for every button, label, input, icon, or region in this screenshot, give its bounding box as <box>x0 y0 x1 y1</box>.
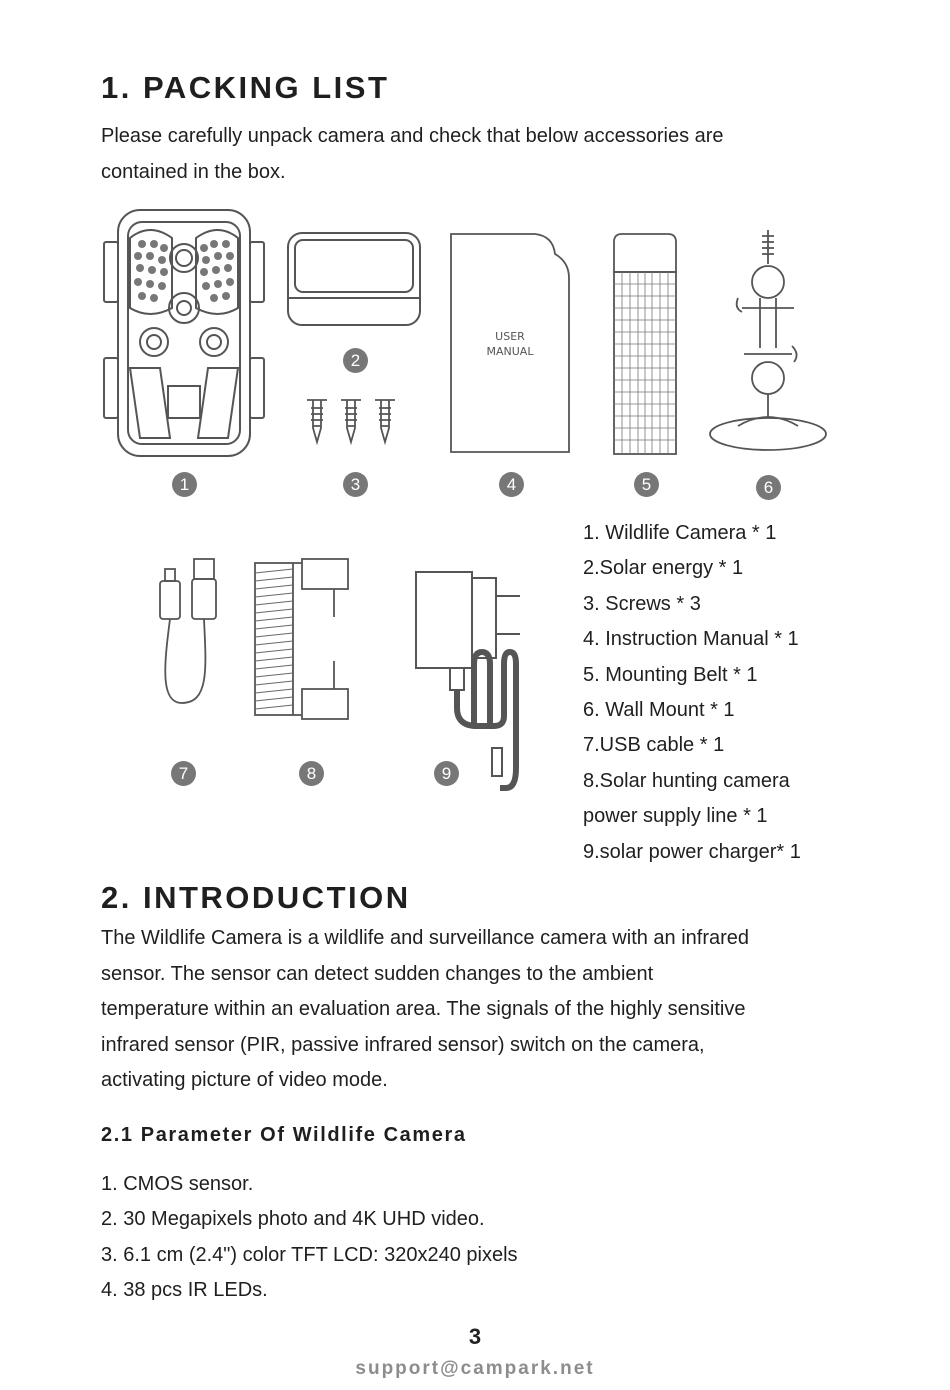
item-badge-9: 9 <box>434 761 459 786</box>
accessory-item: 4. Instruction Manual * 1 <box>583 628 799 651</box>
accessory-item: 5. Mounting Belt * 1 <box>583 663 758 686</box>
intro-line: temperature within an evaluation area. The signals of the highly sensitive <box>101 998 746 1020</box>
intro-line: activating picture of video mode. <box>101 1069 388 1091</box>
accessory-item: 8.Solar hunting camera <box>583 769 790 792</box>
accessory-item: power supply line * 1 <box>583 805 768 828</box>
parameter-heading: 2.1 Parameter Of Wildlife Camera <box>101 1124 467 1146</box>
usb-cable-illustration <box>150 555 225 710</box>
user-manual-illustration <box>449 232 573 454</box>
support-email: support@campark.net <box>355 1358 595 1379</box>
parameter-list <box>101 1167 518 1308</box>
item-badge-8: 8 <box>299 761 324 786</box>
solar-panel-illustration <box>285 230 423 328</box>
accessory-item: 6. Wall Mount * 1 <box>583 699 735 722</box>
manual-cover-line2: MANUAL <box>486 345 534 358</box>
solar-power-charger-illustration <box>412 568 532 794</box>
item-badge-3: 3 <box>343 472 368 497</box>
accessory-item: 3. Screws * 3 <box>583 592 701 615</box>
item-badge-6: 6 <box>756 475 781 500</box>
wildlife-camera-illustration <box>100 208 268 458</box>
parameter-item: 4. 38 pcs IR LEDs. <box>101 1278 268 1301</box>
accessory-item: 1. Wildlife Camera * 1 <box>583 522 777 544</box>
introduction-heading: 2. INTRODUCTION <box>101 880 411 915</box>
parameter-item: 1. CMOS sensor. <box>101 1173 254 1195</box>
intro-line: infrared sensor (PIR, passive infrared sensor) switch on the camera, <box>101 1033 705 1056</box>
item-badge-1: 1 <box>172 472 197 497</box>
manual-cover-line1: USER <box>495 330 525 343</box>
accessory-item: 2.Solar energy * 1 <box>583 557 744 580</box>
packing-intro-line2: contained in the box. <box>101 160 286 183</box>
introduction-paragraph <box>101 921 749 1099</box>
item-badge-5: 5 <box>634 472 659 497</box>
screws-illustration <box>305 396 400 446</box>
item-badge-2: 2 <box>343 348 368 373</box>
intro-line: sensor. The sensor can detect sudden changes to the ambient <box>101 962 654 985</box>
power-supply-line-illustration <box>250 555 355 725</box>
packing-intro-line1: Please carefully unpack camera and check that below accessories are <box>101 125 724 147</box>
packing-intro <box>101 119 724 190</box>
item-badge-7: 7 <box>171 761 196 786</box>
packing-list-heading: 1. PACKING LIST <box>101 70 390 105</box>
parameter-item: 3. 6.1 cm (2.4") color TFT LCD: 320x240 pixels <box>101 1243 518 1266</box>
accessory-list <box>583 516 801 870</box>
intro-line: The Wildlife Camera is a wildlife and surveillance camera with an infrared <box>101 927 750 949</box>
mounting-belt-illustration <box>610 232 680 456</box>
accessory-item: 9.solar power charger* 1 <box>583 840 801 863</box>
item-badge-4: 4 <box>499 472 524 497</box>
page-number: 3 <box>468 1324 482 1349</box>
accessory-item: 7.USB cable * 1 <box>583 734 725 757</box>
wall-mount-illustration <box>708 228 828 458</box>
parameter-item: 2. 30 Megapixels photo and 4K UHD video. <box>101 1208 485 1231</box>
